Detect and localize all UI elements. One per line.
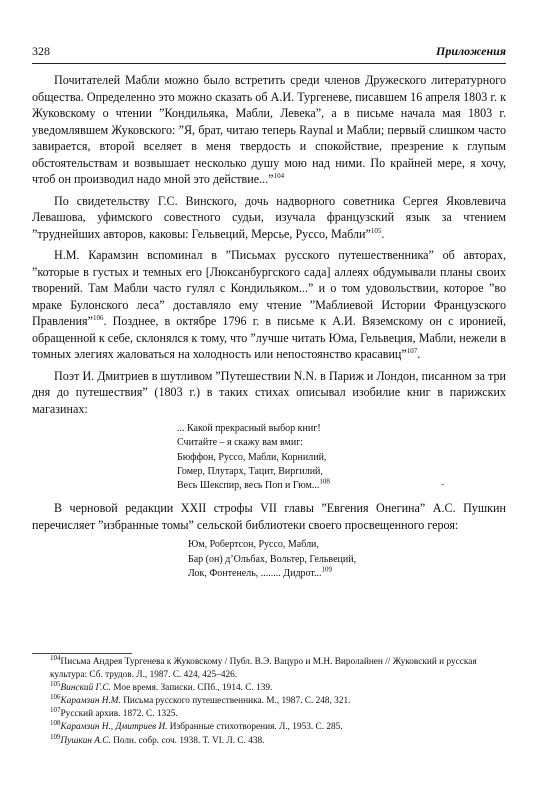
verse-quote-1 [177, 422, 506, 493]
footnote-ref-104: 104 [273, 171, 285, 180]
paragraph-4: Поэт И. Дмитриев в шутливом ”Путешествии N.N. в Париж и Лондон, писанном за три дня до путешествия” (1803 г.) в таких стихах описывал изобилие книг в парижских магазинах: [32, 368, 506, 416]
footnote-ref-109: 109 [321, 565, 333, 574]
verse-line: Гомер, Плутарх, Тацит, Виргилий, [177, 465, 323, 477]
verse-line: Бюффон, Руссо, Мабли, Корнилий, [177, 451, 327, 463]
verse-line: Считайте – я скажу вам вмиг: [177, 437, 304, 449]
footnote-ref-108: 108 [319, 477, 330, 486]
main-text [32, 72, 506, 581]
footnote-109: $^{109}$Пушкин А.С. Полн. собр. соч. 1938. Т. VI. Л. С. 438. [50, 732, 265, 746]
footnote-105: $^{105}$Винский Г.С. Мое время. Записки. СПб., 1914. С. 139. [50, 680, 273, 694]
paragraph-1: Почитателей Мабли можно было встретить среди членов Дружеского литературного общества. Определенно это можно сказать об А.И. Тургеневе, писавшем 16 апреля 1803 г. к Жуковскому о чтении ”Кондильяка, Мабли, Левека”, а в письме начала мая 1803 г. уведомлявшем Жуковского: ”Я, брат, читаю теперь Raynal и Мабли; первый слишком часто завирается, второй вселяет в меня твердость и спокойствие, презрение к глупым обстоятельствам и возвышает несколько душу мою над ними. По крайней мере, я хочу, чтоб он производил надо мной это действие...”$^{104}$ [32, 73, 506, 186]
footnote-rule [32, 653, 132, 654]
footnote-ref-105: 105 [370, 226, 382, 235]
footnote-104: $^{104}$Письма Андрея Тургенева к Жуковскому / Публ. В.Э. Вацуро и М.Н. Виролайнен // Жуковский и русская культура: Сб. трудов. Л., 1987. С. 424, 425–426. [50, 653, 477, 681]
header-rule [32, 63, 506, 64]
paragraph-5: В черновой редакции XXII строфы VII главы ”Евгения Онегина” А.С. Пушкин перечисляет ”избранные томы” сельской библиотеки своего просвещенного героя: [32, 501, 506, 532]
verse-line: Бар (он) д’Ольбах, Вольтер, Гельвеций, [188, 553, 357, 565]
verse-quote-2 [188, 538, 506, 581]
footnote-ref-107: 107 [406, 346, 418, 355]
footnote-107: $^{107}$Русский архив. 1872. С. 1325. [50, 706, 178, 720]
paragraph-3: Н.М. Карамзин вспоминал в ”Письмах русского путешественника” об авторах, ”которые в густых и темных его [Люксанбургского сада] аллеях обдумывали планы своих творений. Там Мабли часто гулял с Кондильяком...” и о том удовольствии, которое ”во мраке Булонского леса” доставляло ему чтение ”Маблиевой Истории Французского Правления”$^{106}$. Позднее, в октябре 1796 г. в письме к А.И. Вяземскому он с иронией, обращенной к себе, склонялся к тому, что ”лучше читать Юма, Гельвеция, Мабли, нежели в томных элегиях жаловаться на холодность или непостоянство красавиц”$^{107}$. [32, 248, 506, 361]
footnote-108: $^{108}$Карамзин Н., Дмитриев И. Избранные стихотворения. Л., 1953. С. 285. [50, 719, 343, 733]
verse-line: Весь Шекспир, весь Поп и Гюм...$^{108}$ [177, 477, 330, 492]
paragraph-2: По свидетельству Г.С. Винского, дочь надворного советника Сергея Яковлевича Левашова, уфимского совестного судьи, изучала французский язык за чтением ”труднейших авторов, каковы: Гельвеций, Мерсье, Руссо, Мабли”$^{105}$. [32, 193, 506, 241]
verse-line: ... Какой прекрасный выбор книг! [177, 423, 321, 434]
verse-line: Лок, Фонтенель, ........ Дидрот...$^{109}$ [188, 565, 333, 580]
running-title: Приложения [436, 44, 506, 58]
page-number: 328 [32, 44, 50, 58]
footnotes [32, 653, 506, 748]
footnote-106: $^{106}$Карамзин Н.М. Письма русского путешественника. М., 1987. С. 248, 321. [50, 693, 351, 707]
verse-line: Юм, Робертсон, Руссо, Мабли, [188, 539, 319, 551]
footnote-ref-106: 106 [92, 313, 104, 322]
print-speck [441, 484, 444, 485]
